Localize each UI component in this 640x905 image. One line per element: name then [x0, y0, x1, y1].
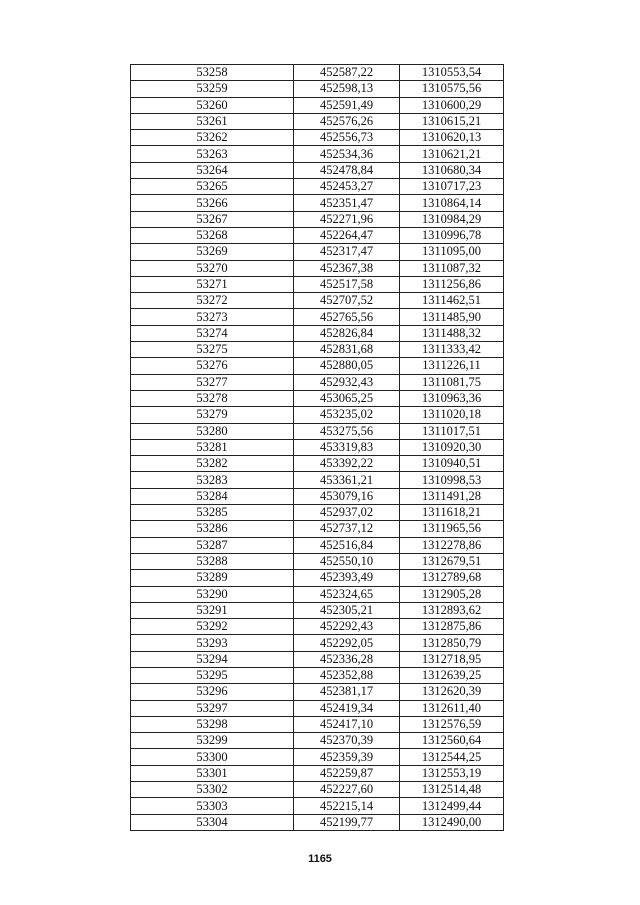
- table-row: [131, 309, 504, 325]
- y-coordinate-cell: 1312514,48: [400, 782, 504, 798]
- table-row: [131, 146, 504, 162]
- y-coordinate-cell: 1310920,30: [400, 439, 504, 455]
- table-row: [131, 407, 504, 423]
- x-coordinate-cell: 452937,02: [294, 505, 400, 521]
- point-number-cell: 53271: [131, 276, 294, 292]
- x-coordinate-cell: 452351,47: [294, 195, 400, 211]
- x-coordinate-cell: 452516,84: [294, 537, 400, 553]
- y-coordinate-cell: 1311333,42: [400, 342, 504, 358]
- table-row: [131, 553, 504, 569]
- point-number-cell: 53258: [131, 65, 294, 81]
- x-coordinate-cell: 452737,12: [294, 521, 400, 537]
- table-row: [131, 586, 504, 602]
- x-coordinate-cell: 452259,87: [294, 765, 400, 781]
- point-number-cell: 53298: [131, 716, 294, 732]
- table-row: [131, 81, 504, 97]
- x-coordinate-cell: 453065,25: [294, 390, 400, 406]
- x-coordinate-cell: 453392,22: [294, 456, 400, 472]
- point-number-cell: 53270: [131, 260, 294, 276]
- point-number-cell: 53294: [131, 651, 294, 667]
- point-number-cell: 53300: [131, 749, 294, 765]
- table-row: [131, 439, 504, 455]
- table-row: [131, 798, 504, 814]
- x-coordinate-cell: 452336,28: [294, 651, 400, 667]
- point-number-cell: 53264: [131, 162, 294, 178]
- x-coordinate-cell: 453361,21: [294, 472, 400, 488]
- table-row: [131, 782, 504, 798]
- table-row: [131, 602, 504, 618]
- table-row: [131, 276, 504, 292]
- x-coordinate-cell: 452556,73: [294, 130, 400, 146]
- x-coordinate-cell: 452478,84: [294, 162, 400, 178]
- y-coordinate-cell: 1312611,40: [400, 700, 504, 716]
- y-coordinate-cell: 1311087,32: [400, 260, 504, 276]
- table-row: [131, 651, 504, 667]
- y-coordinate-cell: 1310864,14: [400, 195, 504, 211]
- point-number-cell: 53269: [131, 244, 294, 260]
- y-coordinate-cell: 1311491,28: [400, 488, 504, 504]
- point-number-cell: 53283: [131, 472, 294, 488]
- table-row: [131, 358, 504, 374]
- y-coordinate-cell: 1311020,18: [400, 407, 504, 423]
- table-row: [131, 374, 504, 390]
- table-row: [131, 635, 504, 651]
- x-coordinate-cell: 453235,02: [294, 407, 400, 423]
- x-coordinate-cell: 452550,10: [294, 553, 400, 569]
- x-coordinate-cell: 453319,83: [294, 439, 400, 455]
- y-coordinate-cell: 1310600,29: [400, 97, 504, 113]
- point-number-cell: 53260: [131, 97, 294, 113]
- y-coordinate-cell: 1311965,56: [400, 521, 504, 537]
- point-number-cell: 53282: [131, 456, 294, 472]
- x-coordinate-cell: 452880,05: [294, 358, 400, 374]
- x-coordinate-cell: 452598,13: [294, 81, 400, 97]
- point-number-cell: 53293: [131, 635, 294, 651]
- coordinates-table-body: [131, 65, 504, 831]
- x-coordinate-cell: 452831,68: [294, 342, 400, 358]
- point-number-cell: 53267: [131, 211, 294, 227]
- y-coordinate-cell: 1312560,64: [400, 733, 504, 749]
- x-coordinate-cell: 452367,38: [294, 260, 400, 276]
- point-number-cell: 53292: [131, 619, 294, 635]
- table-row: [131, 716, 504, 732]
- coordinates-table: [130, 64, 504, 831]
- point-number-cell: 53259: [131, 81, 294, 97]
- point-number-cell: 53275: [131, 342, 294, 358]
- table-row: [131, 325, 504, 341]
- x-coordinate-cell: 452305,21: [294, 602, 400, 618]
- x-coordinate-cell: 453275,56: [294, 423, 400, 439]
- x-coordinate-cell: 452317,47: [294, 244, 400, 260]
- y-coordinate-cell: 1311618,21: [400, 505, 504, 521]
- table-row: [131, 700, 504, 716]
- point-number-cell: 53289: [131, 570, 294, 586]
- y-coordinate-cell: 1311462,51: [400, 293, 504, 309]
- table-row: [131, 260, 504, 276]
- x-coordinate-cell: 452271,96: [294, 211, 400, 227]
- table-row: [131, 472, 504, 488]
- y-coordinate-cell: 1311095,00: [400, 244, 504, 260]
- point-number-cell: 53273: [131, 309, 294, 325]
- x-coordinate-cell: 452587,22: [294, 65, 400, 81]
- x-coordinate-cell: 452370,39: [294, 733, 400, 749]
- point-number-cell: 53261: [131, 113, 294, 129]
- y-coordinate-cell: 1310940,51: [400, 456, 504, 472]
- y-coordinate-cell: 1310553,54: [400, 65, 504, 81]
- y-coordinate-cell: 1311256,86: [400, 276, 504, 292]
- table-row: [131, 537, 504, 553]
- y-coordinate-cell: 1312850,79: [400, 635, 504, 651]
- y-coordinate-cell: 1310963,36: [400, 390, 504, 406]
- y-coordinate-cell: 1311488,32: [400, 325, 504, 341]
- point-number-cell: 53263: [131, 146, 294, 162]
- point-number-cell: 53274: [131, 325, 294, 341]
- y-coordinate-cell: 1312718,95: [400, 651, 504, 667]
- x-coordinate-cell: 453079,16: [294, 488, 400, 504]
- x-coordinate-cell: 452381,17: [294, 684, 400, 700]
- y-coordinate-cell: 1310621,21: [400, 146, 504, 162]
- point-number-cell: 53299: [131, 733, 294, 749]
- y-coordinate-cell: 1312576,59: [400, 716, 504, 732]
- point-number-cell: 53278: [131, 390, 294, 406]
- table-row: [131, 195, 504, 211]
- table-row: [131, 456, 504, 472]
- y-coordinate-cell: 1311081,75: [400, 374, 504, 390]
- point-number-cell: 53276: [131, 358, 294, 374]
- point-number-cell: 53303: [131, 798, 294, 814]
- y-coordinate-cell: 1312544,25: [400, 749, 504, 765]
- table-row: [131, 162, 504, 178]
- x-coordinate-cell: 452292,05: [294, 635, 400, 651]
- y-coordinate-cell: 1312893,62: [400, 602, 504, 618]
- table-row: [131, 488, 504, 504]
- point-number-cell: 53268: [131, 227, 294, 243]
- y-coordinate-cell: 1312639,25: [400, 667, 504, 683]
- point-number-cell: 53280: [131, 423, 294, 439]
- y-coordinate-cell: 1312875,86: [400, 619, 504, 635]
- y-coordinate-cell: 1310615,21: [400, 113, 504, 129]
- table-row: [131, 619, 504, 635]
- y-coordinate-cell: 1310984,29: [400, 211, 504, 227]
- page-number: 1165: [308, 853, 332, 865]
- point-number-cell: 53284: [131, 488, 294, 504]
- point-number-cell: 53288: [131, 553, 294, 569]
- table-row: [131, 227, 504, 243]
- x-coordinate-cell: 452199,77: [294, 814, 400, 830]
- point-number-cell: 53304: [131, 814, 294, 830]
- point-number-cell: 53281: [131, 439, 294, 455]
- y-coordinate-cell: 1312553,19: [400, 765, 504, 781]
- y-coordinate-cell: 1310998,53: [400, 472, 504, 488]
- x-coordinate-cell: 452227,60: [294, 782, 400, 798]
- y-coordinate-cell: 1312278,86: [400, 537, 504, 553]
- table-row: [131, 179, 504, 195]
- x-coordinate-cell: 452932,43: [294, 374, 400, 390]
- x-coordinate-cell: 452419,34: [294, 700, 400, 716]
- x-coordinate-cell: 452591,49: [294, 97, 400, 113]
- x-coordinate-cell: 452352,88: [294, 667, 400, 683]
- x-coordinate-cell: 452393,49: [294, 570, 400, 586]
- point-number-cell: 53290: [131, 586, 294, 602]
- y-coordinate-cell: 1312905,28: [400, 586, 504, 602]
- y-coordinate-cell: 1312679,51: [400, 553, 504, 569]
- y-coordinate-cell: 1312499,44: [400, 798, 504, 814]
- x-coordinate-cell: 452324,65: [294, 586, 400, 602]
- table-row: [131, 97, 504, 113]
- y-coordinate-cell: 1310996,78: [400, 227, 504, 243]
- x-coordinate-cell: 452359,39: [294, 749, 400, 765]
- point-number-cell: 53297: [131, 700, 294, 716]
- point-number-cell: 53272: [131, 293, 294, 309]
- x-coordinate-cell: 452215,14: [294, 798, 400, 814]
- x-coordinate-cell: 452264,47: [294, 227, 400, 243]
- y-coordinate-cell: 1312789,68: [400, 570, 504, 586]
- point-number-cell: 53301: [131, 765, 294, 781]
- x-coordinate-cell: 452292,43: [294, 619, 400, 635]
- point-number-cell: 53302: [131, 782, 294, 798]
- table-row: [131, 570, 504, 586]
- table-row: [131, 521, 504, 537]
- table-row: [131, 293, 504, 309]
- table-row: [131, 390, 504, 406]
- point-number-cell: 53279: [131, 407, 294, 423]
- y-coordinate-cell: 1311226,11: [400, 358, 504, 374]
- point-number-cell: 53285: [131, 505, 294, 521]
- table-row: [131, 765, 504, 781]
- y-coordinate-cell: 1311017,51: [400, 423, 504, 439]
- x-coordinate-cell: 452453,27: [294, 179, 400, 195]
- table-row: [131, 130, 504, 146]
- point-number-cell: 53296: [131, 684, 294, 700]
- x-coordinate-cell: 452517,58: [294, 276, 400, 292]
- x-coordinate-cell: 452707,52: [294, 293, 400, 309]
- point-number-cell: 53295: [131, 667, 294, 683]
- table-row: [131, 814, 504, 830]
- table-row: [131, 505, 504, 521]
- table-row: [131, 423, 504, 439]
- y-coordinate-cell: 1310575,56: [400, 81, 504, 97]
- point-number-cell: 53262: [131, 130, 294, 146]
- y-coordinate-cell: 1310717,23: [400, 179, 504, 195]
- table-row: [131, 733, 504, 749]
- y-coordinate-cell: 1310620,13: [400, 130, 504, 146]
- x-coordinate-cell: 452534,36: [294, 146, 400, 162]
- point-number-cell: 53286: [131, 521, 294, 537]
- point-number-cell: 53266: [131, 195, 294, 211]
- point-number-cell: 53277: [131, 374, 294, 390]
- table-row: [131, 65, 504, 81]
- y-coordinate-cell: 1312490,00: [400, 814, 504, 830]
- point-number-cell: 53265: [131, 179, 294, 195]
- point-number-cell: 53287: [131, 537, 294, 553]
- x-coordinate-cell: 452576,26: [294, 113, 400, 129]
- x-coordinate-cell: 452826,84: [294, 325, 400, 341]
- x-coordinate-cell: 452417,10: [294, 716, 400, 732]
- table-row: [131, 342, 504, 358]
- table-row: [131, 211, 504, 227]
- table-row: [131, 749, 504, 765]
- table-row: [131, 684, 504, 700]
- point-number-cell: 53291: [131, 602, 294, 618]
- table-row: [131, 113, 504, 129]
- table-row: [131, 667, 504, 683]
- y-coordinate-cell: 1312620,39: [400, 684, 504, 700]
- y-coordinate-cell: 1311485,90: [400, 309, 504, 325]
- y-coordinate-cell: 1310680,34: [400, 162, 504, 178]
- x-coordinate-cell: 452765,56: [294, 309, 400, 325]
- table-row: [131, 244, 504, 260]
